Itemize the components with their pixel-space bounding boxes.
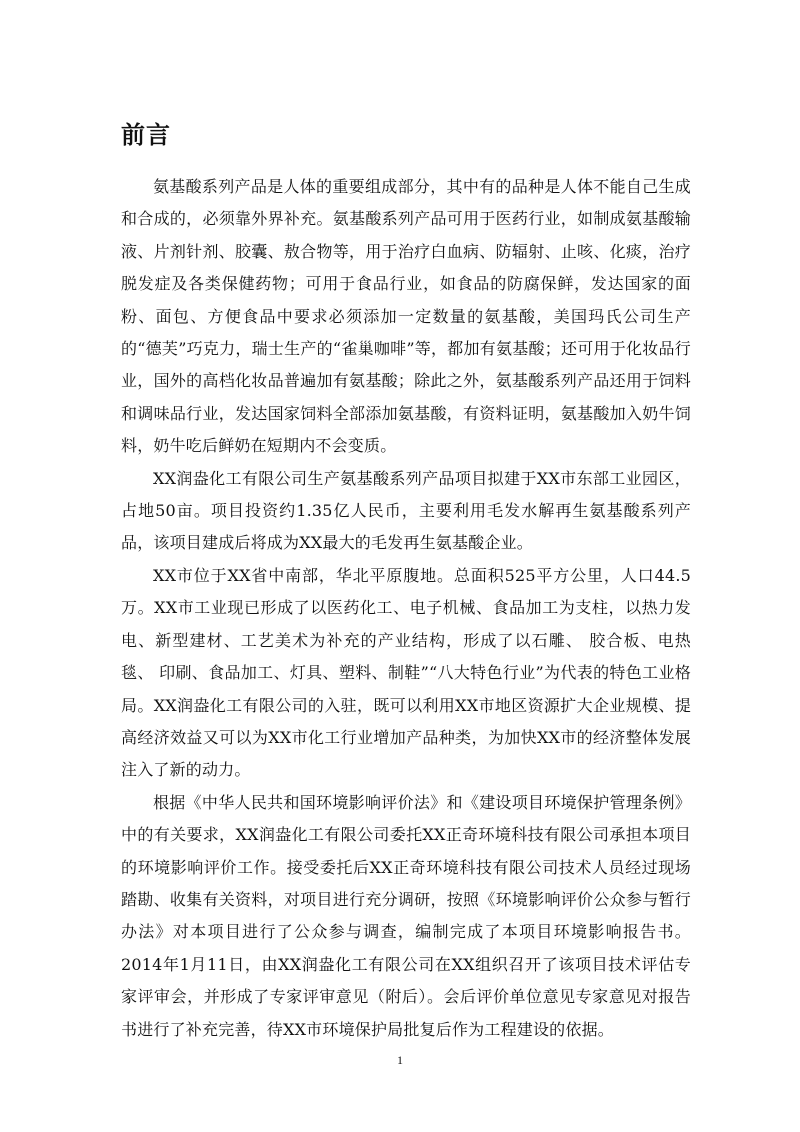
paragraph-assessment-basis: 根据《中华人民共和国环境影响评价法》和《建设项目环境保护管理条例》中的有关要求，XX润盎化工有限公司委托XX正奇环境科技有限公司承担本项目的环境影响评价工作。接受委托后XX正奇环境科技有限公司技术人员经过现场踏勘、收集有关资料，对项目进行充分调研，按照《环境影响评价公众参与暂行办法》对本项目进行了公众参与调查，编制完成了本项目环境影响报告书。2014年1月11日，由XX润盎化工有限公司在XX组织召开了该项目技术评估专家评审会，并形成了专家评审意见（附后）。会后评价单位意见专家意见对报告书进行了补充完善，待XX市环境保护局批复后作为工程建设的依据。	[121, 792, 691, 1039]
paragraph-project-location: XX润盎化工有限公司生产氨基酸系列产品项目拟建于XX市东部工业园区，占地50亩。项目投资约1.35亿人民币，主要利用毛发水解再生氨基酸系列产品，该项目建成后将成为XX最大的毛发再生氨基酸企业。	[121, 468, 691, 553]
paragraph-city-overview: XX市位于XX省中南部，华北平原腹地。总面积525平方公里，人口44.5万。XX市工业现已形成了以医药化工、电子机械、食品加工为支柱，以热力发电、新型建材、工艺美术为补充的产业结构，形成了以石雕、 胶合板、电热毯、 印刷、食品加工、灯具、塑料、制鞋”“八大特色行业”为代表的特色工业格局。XX润盎化工有限公司的入驻，既可以利用XX市地区资源扩大企业规模、提高经济效益又可以为XX市化工行业增加产品种类，为加快XX市的经济整体发展注入了新的动力。	[121, 565, 691, 780]
page-title: 前言	[121, 121, 171, 149]
document-body	[121, 171, 691, 1046]
page-number: 1	[397, 1053, 403, 1067]
paragraph-amino-acid-intro: 氨基酸系列产品是人体的重要组成部分，其中有的品种是人体不能自己生成和合成的，必须靠外界补充。氨基酸系列产品可用于医药行业，如制成氨基酸输液、片剂针剂、胶囊、敖合物等，用于治疗白血病、防辐射、止咳、化痰，治疗脱发症及各类保健药物；可用于食品行业，如食品的防腐保鲜，发达国家的面粉、面包、方便食品中要求必须添加一定数量的氨基酸，美国玛氏公司生产的“德芙”巧克力，瑞士生产的“雀巢咖啡”等，都加有氨基酸；还可用于化妆品行业，国外的高档化妆品普遍加有氨基酸；除此之外，氨基酸系列产品还用于饲料和调味品行业，发达国家饲料全部添加氨基酸，有资料证明，氨基酸加入奶牛饲料，奶牛吃后鲜奶在短期内不会变质。	[121, 177, 691, 456]
